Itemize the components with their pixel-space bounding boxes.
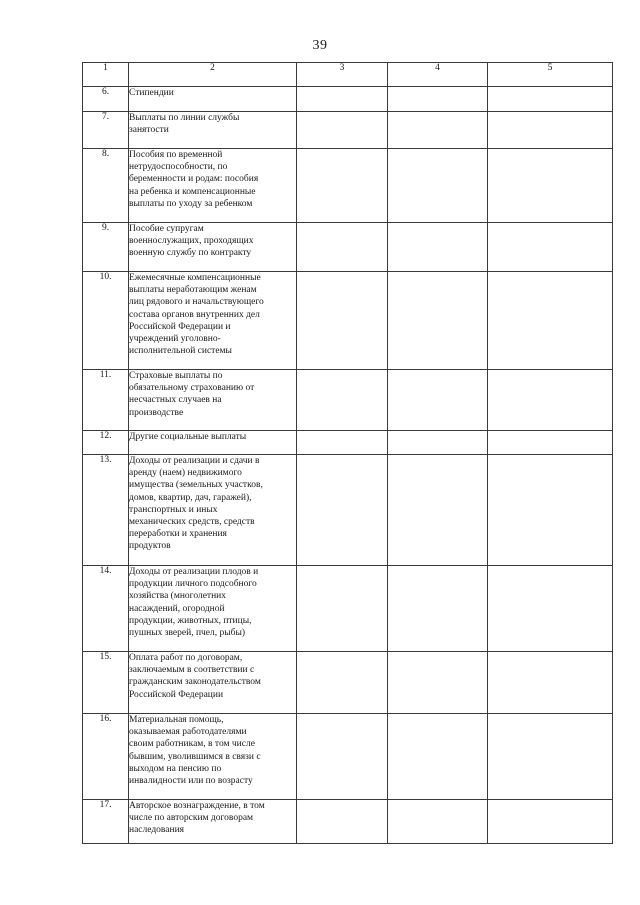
row-label-text: Выплаты по линии службы занятости	[129, 113, 240, 136]
value-cell	[297, 223, 388, 272]
row-label	[129, 455, 297, 566]
table-row	[83, 566, 613, 652]
row-label-text: Стипендии	[129, 88, 174, 98]
row-label-text: Пособия по временной нетрудоспособности, по беременности и родам: пособия на ребенка и компенсационные выплаты по уходу за ребенком	[129, 150, 259, 209]
value-cell	[297, 370, 388, 431]
value-cell	[488, 370, 613, 431]
value-cell	[388, 149, 488, 223]
row-label	[129, 370, 297, 431]
table-row	[83, 714, 613, 800]
value-cell	[388, 87, 488, 112]
column-header-5: 5	[488, 63, 613, 87]
value-cell	[488, 149, 613, 223]
value-cell	[388, 652, 488, 714]
row-label	[129, 714, 297, 800]
value-cell	[388, 800, 488, 844]
value-cell	[488, 112, 613, 149]
column-header-2: 2	[129, 63, 297, 87]
table-row	[83, 112, 613, 149]
value-cell	[297, 566, 388, 652]
value-cell	[488, 566, 613, 652]
value-cell	[388, 112, 488, 149]
row-label-text: Материальная помощь, оказываемая работодателями своим работникам, в том числе бывшим, уволившимся в связи с выходом на пенсию по инвалидности или по возрасту	[129, 715, 261, 787]
table-row	[83, 652, 613, 714]
table-row	[83, 455, 613, 566]
table-row	[83, 431, 613, 455]
row-label	[129, 223, 297, 272]
row-label	[129, 149, 297, 223]
row-label-text: Пособие супругам военнослужащих, проходящих военную службу по контракту	[129, 224, 254, 259]
value-cell	[488, 87, 613, 112]
column-header-1: 1	[83, 63, 129, 87]
value-cell	[488, 800, 613, 844]
value-cell	[488, 431, 613, 455]
value-cell	[297, 272, 388, 370]
row-number: 16.	[83, 714, 129, 800]
row-label-text: Другие социальные выплаты	[129, 432, 247, 442]
column-header-4: 4	[388, 63, 488, 87]
row-label-text: Страховые выплаты по обязательному страхованию от несчастных случаев на производстве	[129, 371, 255, 418]
row-label	[129, 87, 297, 112]
value-cell	[297, 112, 388, 149]
value-cell	[488, 455, 613, 566]
row-number: 13.	[83, 455, 129, 566]
row-number: 10.	[83, 272, 129, 370]
value-cell	[388, 714, 488, 800]
row-number: 12.	[83, 431, 129, 455]
row-number: 15.	[83, 652, 129, 714]
value-cell	[388, 455, 488, 566]
table-row	[83, 272, 613, 370]
table-row	[83, 800, 613, 844]
income-table	[82, 62, 613, 844]
row-label	[129, 800, 297, 844]
row-number: 17.	[83, 800, 129, 844]
value-cell	[297, 149, 388, 223]
row-label-text: Авторское вознаграждение, в том числе по авторским договорам наследования	[129, 801, 265, 836]
header-row	[83, 63, 613, 87]
value-cell	[388, 370, 488, 431]
table-row	[83, 370, 613, 431]
row-number: 6.	[83, 87, 129, 112]
value-cell	[488, 272, 613, 370]
value-cell	[297, 652, 388, 714]
table-row	[83, 87, 613, 112]
row-number: 11.	[83, 370, 129, 431]
value-cell	[297, 87, 388, 112]
row-label	[129, 652, 297, 714]
row-label	[129, 566, 297, 652]
value-cell	[388, 223, 488, 272]
row-label-text: Доходы от реализации и сдачи в аренду (наем) недвижимого имущества (земельных участков, домов, квартир, дач, гаражей), транспортных и иных механических средств, средств переработки и хранения продуктов	[129, 456, 263, 552]
row-label-text: Оплата работ по договорам, заключаемым в соответствии с гражданским законодательством Российской Федерации	[129, 653, 261, 700]
value-cell	[297, 800, 388, 844]
value-cell	[388, 272, 488, 370]
row-label	[129, 112, 297, 149]
value-cell	[488, 223, 613, 272]
table-row	[83, 149, 613, 223]
value-cell	[388, 566, 488, 652]
value-cell	[388, 431, 488, 455]
value-cell	[297, 714, 388, 800]
column-header-3: 3	[297, 63, 388, 87]
page-number: 39	[312, 38, 328, 53]
row-number: 7.	[83, 112, 129, 149]
row-label-text: Доходы от реализации плодов и продукции личного подсобного хозяйства (многолетних насаждений, огородной продукции, животных, птицы, пушных зверей, пчел, рыбы)	[129, 567, 259, 639]
row-number: 8.	[83, 149, 129, 223]
table-row	[83, 223, 613, 272]
row-number: 14.	[83, 566, 129, 652]
value-cell	[488, 652, 613, 714]
row-number: 9.	[83, 223, 129, 272]
row-label	[129, 431, 297, 455]
row-label	[129, 272, 297, 370]
row-label-text: Ежемесячные компенсационные выплаты неработающим женам лиц рядового и начальствующего состава органов внутренних дел Российской Федерации и учреждений уголовно- исполнительной системы	[129, 273, 264, 357]
value-cell	[488, 714, 613, 800]
value-cell	[297, 455, 388, 566]
value-cell	[297, 431, 388, 455]
